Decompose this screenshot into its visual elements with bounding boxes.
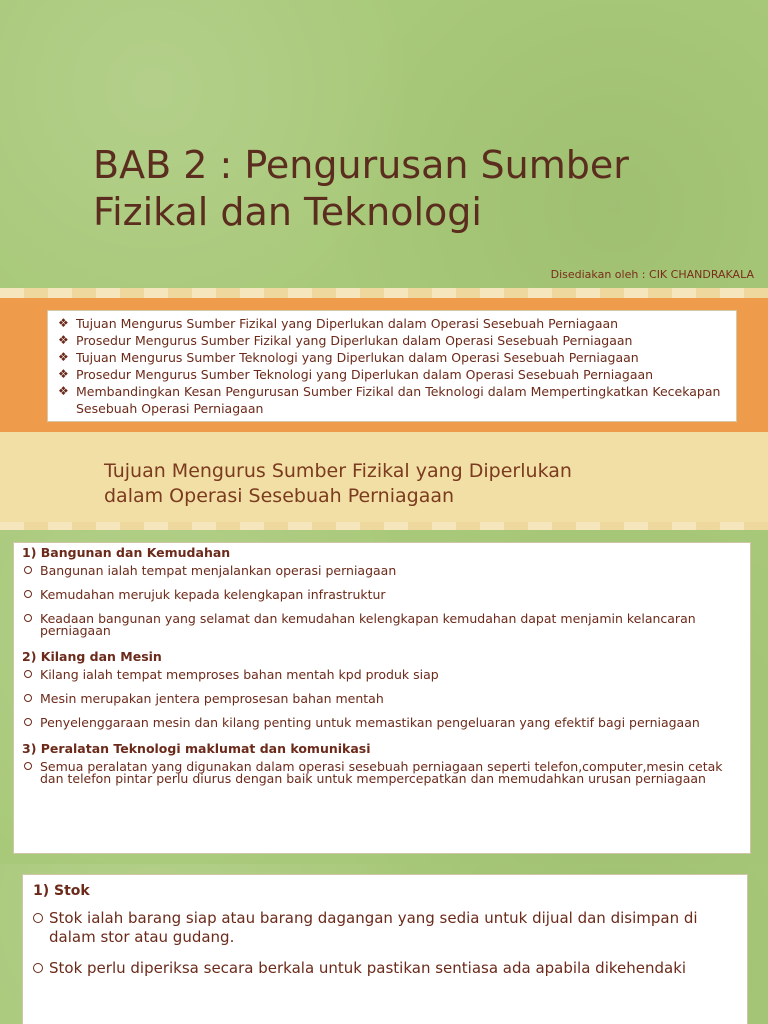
section-heading (104, 459, 704, 509)
list-item (22, 589, 742, 601)
list-item (22, 717, 742, 729)
list-item-text: Kilang ialah tempat memproses bahan mentah kpd produk siap (40, 667, 439, 682)
diamond-bullet-icon: ❖ (58, 367, 69, 381)
content-panel (13, 542, 751, 854)
list-item-text: Kemudahan merujuk kepada kelengkapan infrastruktur (40, 587, 386, 602)
content-slide-physical (0, 530, 768, 864)
outline-slide (0, 298, 768, 432)
outline-item-text: Prosedur Mengurus Sumber Fizikal yang Diperlukan dalam Operasi Sesebuah Perniagaan (76, 333, 633, 348)
circle-bullet-icon (24, 762, 32, 770)
outline-item (56, 332, 728, 349)
list-item (33, 959, 737, 978)
slide-title-line1: BAB 2 : Pengurusan Sumber (93, 143, 629, 187)
list-item (33, 909, 737, 947)
section-title: 3) Peralatan Teknologi maklumat dan komunikasi (22, 741, 371, 756)
outline-item-text: Tujuan Mengurus Sumber Fizikal yang Diperlukan dalam Operasi Sesebuah Perniagaan (76, 316, 619, 331)
diamond-bullet-icon: ❖ (58, 316, 69, 330)
list-item (22, 669, 742, 681)
outline-item (56, 349, 728, 366)
slide-divider (0, 288, 768, 298)
list-item-text: Stok ialah barang siap atau barang dagangan yang sedia untuk dijual dan disimpan di dalam stor atau gudang. (49, 909, 698, 946)
section-heading-line1: Tujuan Mengurus Sumber Fizikal yang Diperlukan (104, 460, 572, 482)
diamond-bullet-icon: ❖ (58, 333, 69, 347)
section-heading-slide (0, 432, 768, 528)
list-item (22, 613, 742, 637)
section-heading-line2: dalam Operasi Sesebuah Perniagaan (104, 485, 455, 507)
list-item (22, 565, 742, 577)
diamond-bullet-icon: ❖ (58, 350, 69, 364)
outline-list (56, 315, 728, 417)
title-slide (0, 0, 768, 296)
outline-item-text: Prosedur Mengurus Sumber Teknologi yang Diperlukan dalam Operasi Sesebuah Perniagaan (76, 367, 654, 382)
content-slide-stock (0, 864, 768, 1024)
list-item (22, 693, 742, 705)
outline-item (56, 315, 728, 332)
stock-list (33, 909, 737, 978)
circle-bullet-icon (24, 718, 32, 726)
circle-bullet-icon (33, 963, 43, 973)
circle-bullet-icon (24, 614, 32, 622)
list-item (22, 761, 742, 785)
circle-bullet-icon (24, 694, 32, 702)
list-item-text: Semua peralatan yang digunakan dalam operasi sesebuah perniagaan seperti telefon,computer,mesin cetak dan telefon pintar perlu diurus dengan baik untuk mempercepatkan dan memudahkan urusan perniagaan (40, 759, 723, 786)
prepared-by-text: Disediakan oleh : CIK CHANDRAKALA (550, 268, 754, 281)
section-title: 2) Kilang dan Mesin (22, 649, 162, 664)
slide-title (93, 142, 733, 236)
list-item-text: Penyelenggaraan mesin dan kilang penting untuk memastikan pengeluaran yang efektif bagi perniagaan (40, 715, 700, 730)
outline-item (56, 366, 728, 383)
circle-bullet-icon (33, 913, 43, 923)
list-item-text: Mesin merupakan jentera pemprosesan bahan mentah (40, 691, 384, 706)
stock-panel (22, 874, 748, 1024)
outline-box (47, 310, 737, 422)
circle-bullet-icon (24, 590, 32, 598)
section-title: 1) Bangunan dan Kemudahan (22, 545, 231, 560)
outline-item (56, 383, 728, 417)
circle-bullet-icon (24, 566, 32, 574)
slide-title-line2: Fizikal dan Teknologi (93, 190, 482, 234)
circle-bullet-icon (24, 670, 32, 678)
outline-item-text: Membandingkan Kesan Pengurusan Sumber Fizikal dan Teknologi dalam Mempertingkatkan Kecekapan Sesebuah Operasi Perniagaan (76, 384, 721, 416)
list-item-text: Stok perlu diperiksa secara berkala untuk pastikan sentiasa ada apabila dikehendaki (49, 959, 687, 977)
stock-heading: 1) Stok (33, 883, 90, 899)
diamond-bullet-icon: ❖ (58, 384, 69, 398)
outline-item-text: Tujuan Mengurus Sumber Teknologi yang Diperlukan dalam Operasi Sesebuah Perniagaan (76, 350, 639, 365)
list-item-text: Bangunan ialah tempat menjalankan operasi perniagaan (40, 563, 397, 578)
list-item-text: Keadaan bangunan yang selamat dan kemudahan kelengkapan kemudahan dapat menjamin kelancaran perniagaan (40, 611, 696, 638)
